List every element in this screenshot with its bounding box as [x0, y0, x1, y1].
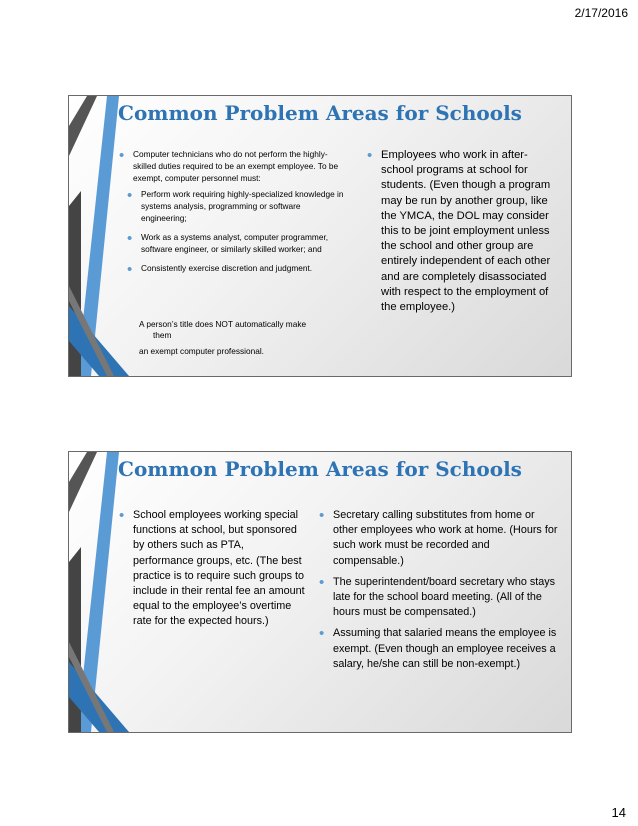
title-note-continued: an exempt computer professional.: [139, 346, 264, 356]
sub-bullet-item: • Perform work requiring highly-specialized knowledge in systems analysis, programming or software engineering;: [127, 187, 344, 223]
bullet-item: • Computer technicians who do not perform the highly-skilled duties required to be an exempt employee. To be exempt, computer personnel must:: [119, 147, 339, 183]
page-date: 2/17/2016: [574, 6, 628, 20]
bullet-item: • Employees who work in after-school programs at school for students. (Even though a program may be run by another group, like the YMCA, the DOL may consider this to be joint employment unless the school and other group are entirely independent of each other and are completely disassociated with respect to the employment of the employee.): [367, 147, 551, 314]
bullet-item: • Secretary calling substitutes from home or other employees who work at home. (Hours for such work must be recorded and compensable.): [319, 507, 558, 567]
sub-bullet-item: • Work as a systems analyst, computer programmer, software engineer, or similarly skilled worker; and: [127, 230, 329, 254]
bullet-icon: •: [119, 147, 125, 164]
slide-2-left-column: [119, 508, 307, 636]
bullet-item: • The superintendent/board secretary who stays late for the school board meeting. (All of the hours must be compensated.): [319, 573, 556, 619]
sub-bullet-item: • Consistently exercise discretion and judgment.: [127, 261, 313, 278]
slide-2: [68, 451, 572, 733]
bullet-icon: •: [127, 187, 133, 204]
slide-2-title: Common Problem Areas for Schools: [118, 457, 522, 481]
bullet-icon: •: [319, 507, 325, 524]
slide-2-right-column: [319, 508, 559, 678]
bullet-item: • Assuming that salaried means the employee is exempt. (Even though an employee receives a salary, he/she can still be non-exempt.): [319, 625, 557, 670]
slide-1: [68, 95, 572, 377]
title-note: A person’s title does NOT automatically make them: [139, 319, 307, 340]
bullet-icon: •: [119, 507, 125, 524]
page-number: 14: [611, 805, 626, 820]
slide-1-left-column: [119, 148, 345, 281]
bullet-icon: •: [127, 261, 133, 278]
bullet-icon: •: [127, 230, 133, 247]
bullet-icon: •: [319, 625, 325, 643]
bullet-item: • School employees working special functions at school, but sponsored by others such as PTA, performance groups, etc. (The best practice is to require such groups to include in their rental fee an amount equal to the employee’s overtime rate for the expected hours.): [119, 507, 305, 628]
slide-1-right-column: [367, 148, 557, 319]
bullet-icon: •: [319, 573, 325, 591]
bullet-icon: •: [367, 147, 373, 164]
slide-1-title: Common Problem Areas for Schools: [118, 101, 522, 125]
